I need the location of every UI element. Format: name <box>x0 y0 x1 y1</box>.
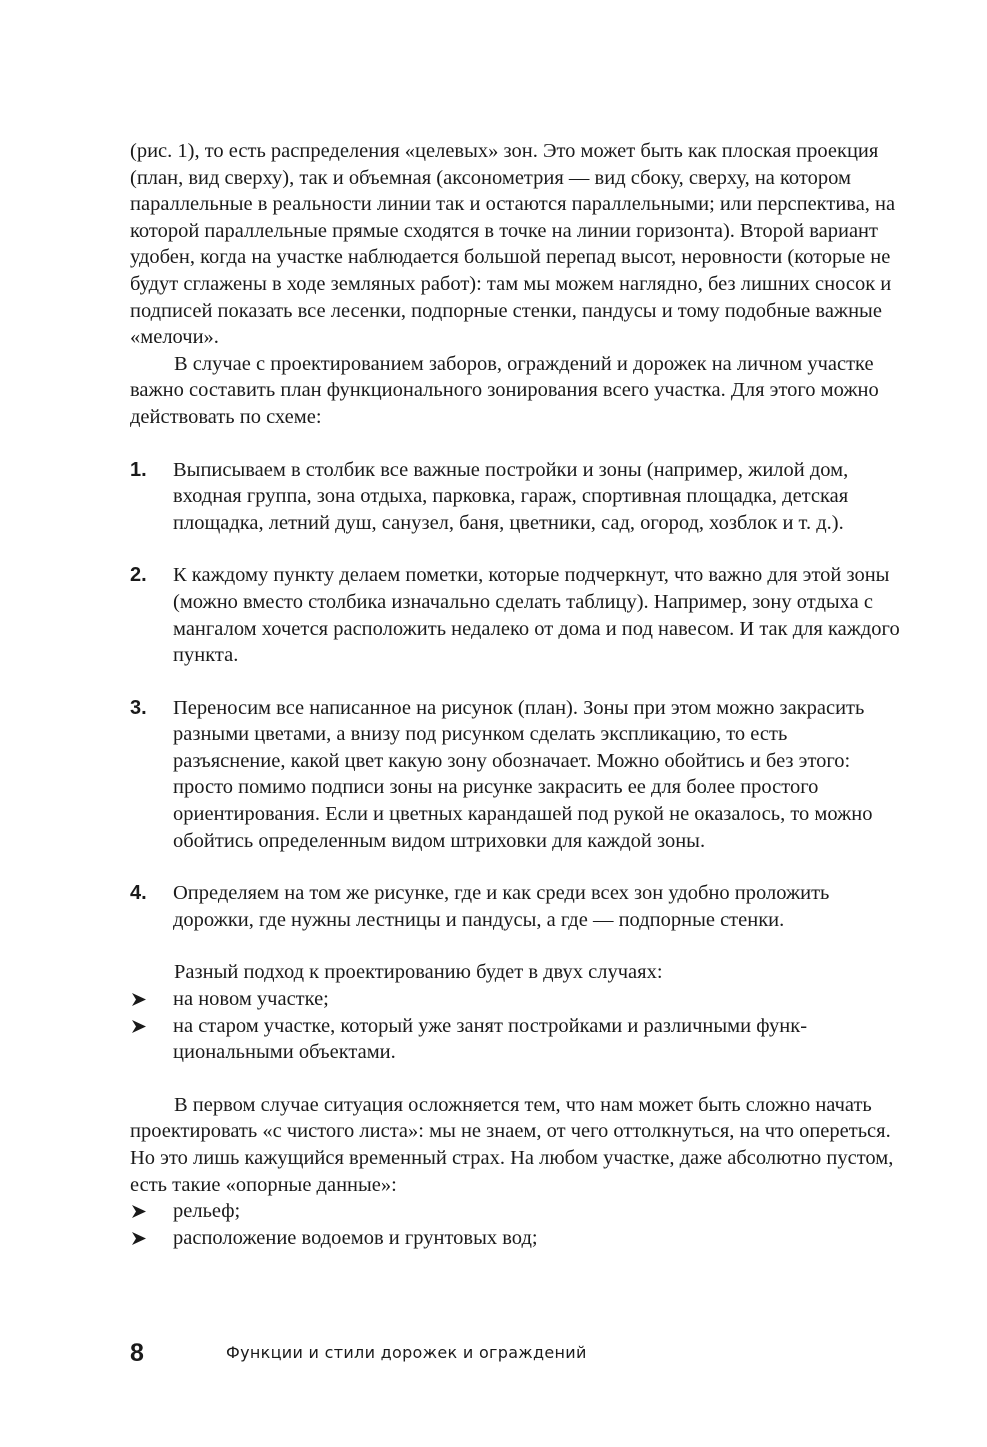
list-item-text: на старом участке, который уже занят постройками и различными функциональными объектами. <box>173 1014 808 1064</box>
approach-paragraph: Разный подход к проектированию будет в двух случаях: <box>174 961 663 984</box>
step-item <box>130 457 900 537</box>
list-item <box>130 1198 900 1225</box>
steps-list <box>130 457 900 934</box>
step-item <box>130 695 900 855</box>
scheme-paragraph: В случае с проектированием заборов, ограждений и дорожек на личном участке важно составить план функционального зонирования всего участка. Для этого можно действовать по схеме: <box>130 352 879 428</box>
step-item <box>130 880 900 933</box>
step-number: 1. <box>130 458 147 481</box>
step-number: 2. <box>130 564 147 587</box>
step-number: 3. <box>130 696 147 719</box>
list-item <box>130 1225 900 1252</box>
step-text: Определяем на том же рисунке, где и как среди всех зон удобно проложить дорожки, где нужны лестницы и пандусы, а где — подпорные стенки. <box>173 882 830 931</box>
page-number: 8 <box>130 1339 144 1367</box>
spacer <box>130 1066 900 1092</box>
arrow-bullet-icon <box>132 1205 146 1218</box>
page-footer <box>130 1337 890 1369</box>
list-item-text: рельеф; <box>173 1200 241 1223</box>
step-number: 4. <box>130 882 147 905</box>
arrow-bullet-icon <box>132 1232 146 1245</box>
step-text: К каждому пункту делаем пометки, которые подчеркнут, что важно для этой зоны (можно вместо столбика изначально сделать таблицу). Например, зону отдыха с мангалом хочется расположить недалеко от дома и под навесом. И так для каждого пункта. <box>173 564 900 667</box>
list-item-text: на новом участке; <box>173 988 329 1011</box>
arrow-bullet-icon <box>132 1020 146 1033</box>
intro-paragraph: (рис. 1), то есть распределения «целевых» зон. Это может быть как плоская проекция (план, вид сверху), так и объемная (аксонометрия — вид сбоку, сверху, на котором параллельные в реальности линии так и остаются параллельными; или перспектива, на которой параллельные прямые сходятся в точке на линии горизонта). Второй вариант удобен, когда на участке наблюдается большой перепад высот, неровности (которые не будут сглажены в ходе земляных работ): там мы можем наглядно, без лишних сносок и подписей показать все лесенки, подпорные стенки, пандусы и тому подобные важные «мелочи». <box>130 140 896 349</box>
step-item <box>130 562 900 668</box>
reference-data-list <box>130 1198 900 1251</box>
list-item <box>130 1013 900 1066</box>
step-text: Переносим все написанное на рисунок (план). Зоны при этом можно закрасить разными цветами, а внизу под рисунком сделать экспликацию, то есть разъяснение, какой цвет какую зону обозначает. Можно обойтись и без этого: просто помимо подписи зоны на рисунке закрасить ее для более простого ориентирования. Если и цветных карандашей под рукой не оказалось, то можно обойтись определенным видом штриховки для каждой зоны. <box>173 696 873 852</box>
list-item-text: расположение водоемов и грунтовых вод; <box>173 1226 538 1249</box>
step-text: Выписываем в столбик все важные постройки и зоны (например, жилой дом, входная группа, зона отдыха, парковка, гараж, спортивная площадка, детская площадка, летний душ, санузел, баня, цветники, сад, огород, хозблок и т. д.). <box>173 458 849 534</box>
arrow-bullet-icon <box>132 993 146 1006</box>
approach-cases-list <box>130 986 900 1066</box>
list-item <box>130 986 900 1013</box>
running-title: Функции и стили дорожек и ограждений <box>226 1343 587 1362</box>
first-case-paragraph: В первом случае ситуация осложняется тем, что нам может быть сложно начать проектировать «с чистого листа»: мы не знаем, от чего оттолкнуться, на что опереться. Но это лишь кажущийся временный страх. На любом участке, даже абсолютно пустом, есть такие «опорные данные»: <box>130 1093 894 1196</box>
page-body <box>130 138 900 1251</box>
